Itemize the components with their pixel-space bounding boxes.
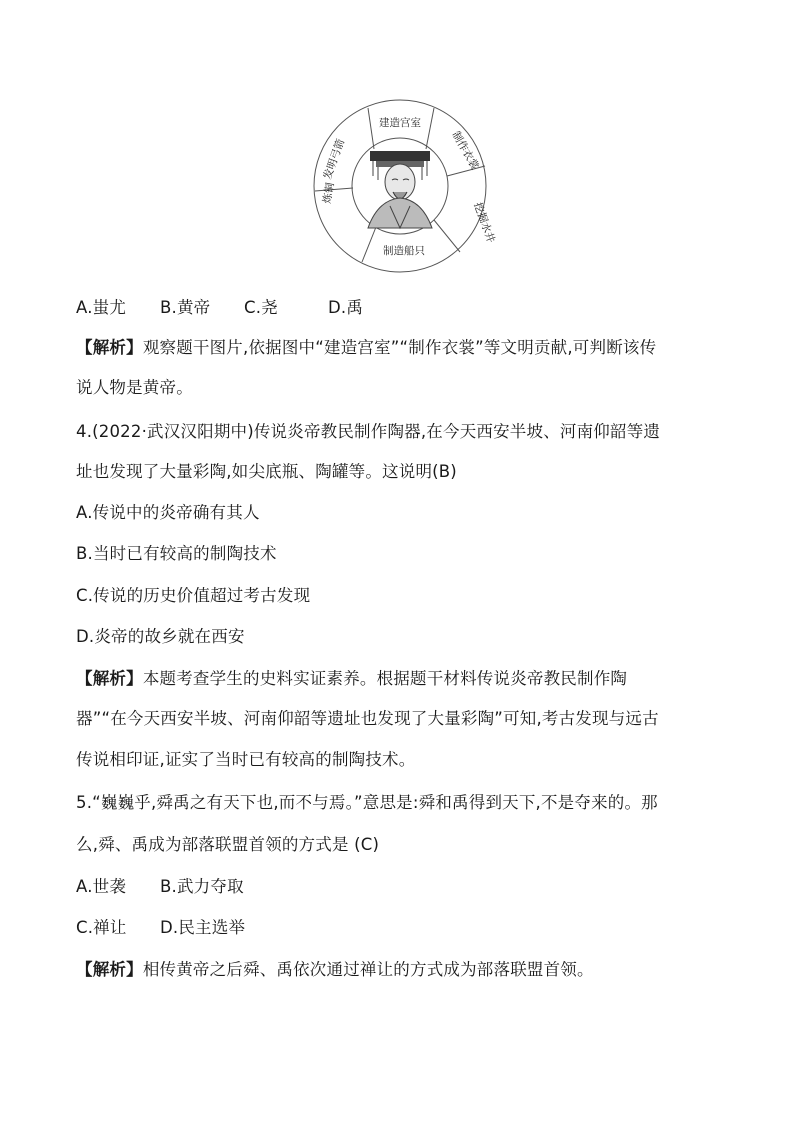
q4-stem-1: 4.(2022·武汉汉阳期中)传说炎帝教民制作陶器,在今天西安半坡、河南仰韶等遗 bbox=[76, 422, 661, 441]
q4-analysis-text-3: 传说相印证,证实了当时已有较高的制陶技术。 bbox=[76, 750, 416, 769]
q5-option-a: A.世袭 bbox=[76, 877, 127, 896]
segment-label-bows: 发明弓箭 bbox=[321, 137, 348, 182]
analysis-tag: 【解析】 bbox=[76, 669, 143, 688]
q5-analysis bbox=[76, 958, 594, 982]
segment-label-wells: 挖掘水井 bbox=[471, 200, 497, 245]
q3-options bbox=[76, 296, 363, 320]
emperor-portrait bbox=[368, 151, 432, 228]
q3-option-c: C.尧 bbox=[244, 298, 278, 317]
q4-option-c: C.传说的历史价值超过考古发现 bbox=[76, 586, 311, 605]
q3-option-a: A.蚩尤 bbox=[76, 298, 127, 317]
q4-analysis-text-2: 器”“在今天西安半坡、河南仰韶等遗址也发现了大量彩陶”可知,考古发现与远古 bbox=[76, 709, 659, 728]
segment-label-ships: 制造船只 bbox=[383, 245, 425, 257]
q5-option-b: B.武力夺取 bbox=[160, 877, 244, 896]
q5-stem-1: 5.“巍巍乎,舜禹之有天下也,而不与焉。”意思是:舜和禹得到天下,不是夺来的。那 bbox=[76, 793, 658, 812]
q3-option-b: B.黄帝 bbox=[160, 298, 211, 317]
segment-label-palaces: 建造宫室 bbox=[379, 117, 421, 129]
q5-options-row-1 bbox=[76, 875, 244, 899]
segment-label-bronze: 炼铜 bbox=[321, 181, 337, 205]
q4-stem-2: 址也发现了大量彩陶,如尖底瓶、陶罐等。这说明(B) bbox=[76, 462, 457, 481]
q4-option-b: B.当时已有较高的制陶技术 bbox=[76, 544, 277, 563]
q5-option-c: C.禅让 bbox=[76, 918, 127, 937]
q3-analysis bbox=[76, 336, 656, 360]
q5-option-d: D.民主选举 bbox=[160, 918, 246, 937]
analysis-tag: 【解析】 bbox=[76, 338, 143, 357]
q5-options-row-2 bbox=[76, 916, 245, 940]
q5-stem-2: 么,舜、禹成为部落联盟首领的方式是 (C) bbox=[76, 835, 380, 854]
q4-option-a: A.传说中的炎帝确有其人 bbox=[76, 503, 260, 522]
q3-analysis-text-2: 说人物是黄帝。 bbox=[76, 378, 193, 397]
q3-option-d: D.禹 bbox=[328, 298, 364, 317]
q3-analysis-text-1: 观察题干图片,依据图中“建造宫室”“制作衣裳”等文明贡献,可判断该传 bbox=[142, 338, 657, 357]
q4-analysis-text-1: 本题考查学生的史料实证素养。根据题干材料传说炎帝教民制作陶 bbox=[142, 669, 628, 688]
analysis-tag: 【解析】 bbox=[76, 960, 143, 979]
q5-analysis-text-1: 相传黄帝之后舜、禹依次通过禅让的方式成为部落联盟首领。 bbox=[142, 960, 594, 979]
q4-option-d: D.炎帝的故乡就在西安 bbox=[76, 627, 245, 646]
huangdi-contribution-diagram bbox=[310, 96, 497, 276]
segment-label-clothes: 制作衣裳 bbox=[449, 129, 481, 172]
q4-analysis bbox=[76, 667, 627, 691]
